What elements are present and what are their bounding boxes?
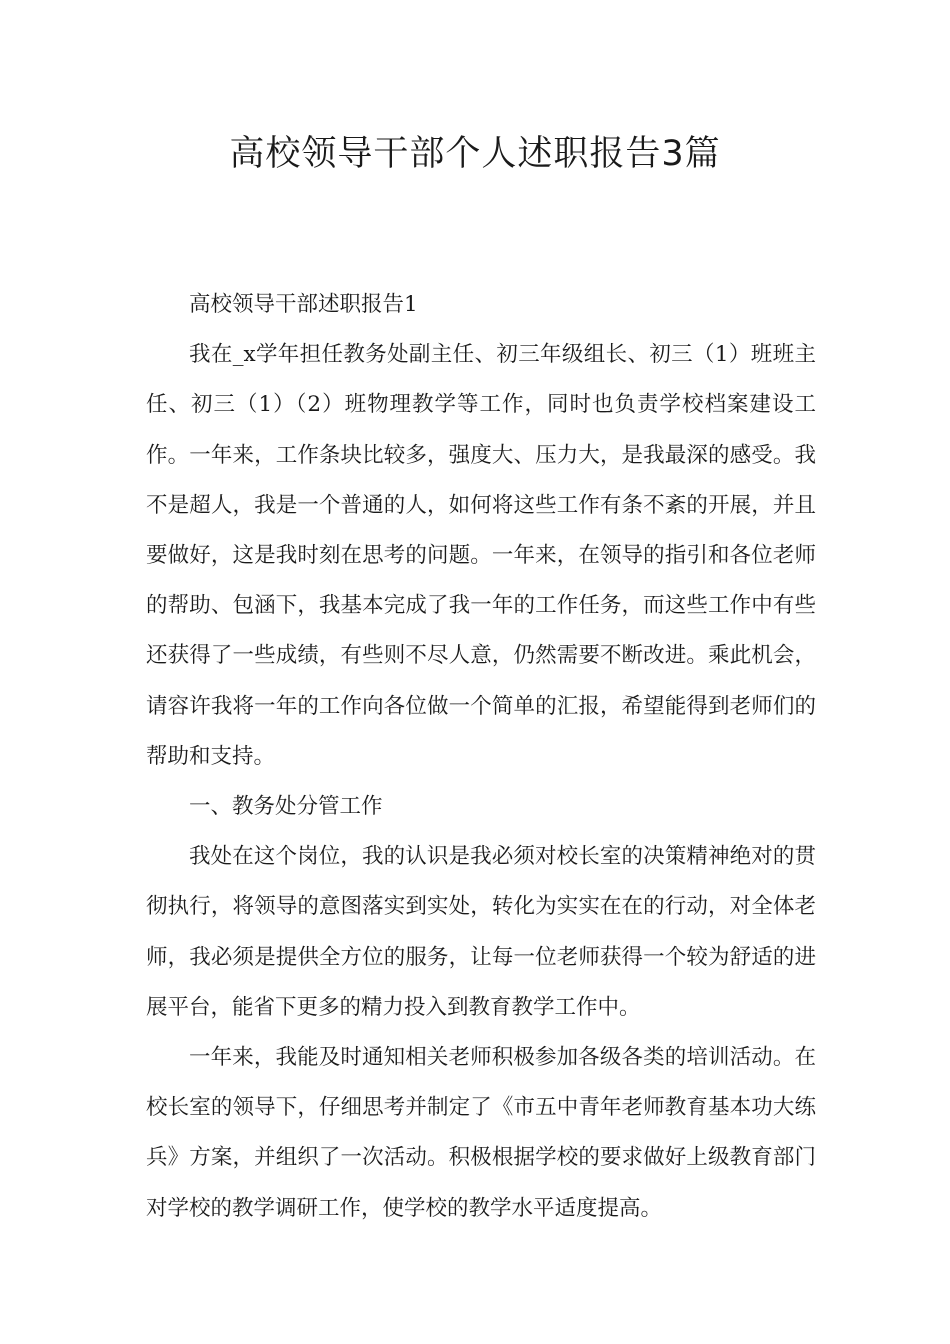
intro-paragraph: 我在_x学年担任教务处副主任、初三年级组长、初三（1）班班主任、初三（1）（2）班物理教学等工作，同时也负责学校档案建设工作。一年来，工作条块比较多，强度大、压力大，是我最深的感受。我不是超人，我是一个普通的人，如何将这些工作有条不紊的开展，并且要做好，这是我时刻在思考的问题。一年来，在领导的指引和各位老师的帮助、包涵下，我基本完成了我一年的工作任务，而这些工作中有些还获得了一些成绩，有些则不尽人意，仍然需要不断改进。乘此机会，请容许我将一年的工作向各位做一个简单的汇报，希望能得到老师们的帮助和支持。 xyxy=(146,342,816,769)
section-heading-academic-affairs: 一、教务处分管工作 xyxy=(189,794,383,820)
body-paragraph: 我处在这个岗位，我的认识是我必须对校长室的决策精神绝对的贯彻执行，将领导的意图落实到实处，转化为实实在在的行动，对全体老师，我必须是提供全方位的服务，让每一位老师获得一个较为舒适的进展平台，能省下更多的精力投入到教育教学工作中。 xyxy=(146,844,816,1020)
document-body xyxy=(146,280,816,1234)
document-title: 高校领导干部个人述职报告3篇 xyxy=(229,134,721,174)
section-heading-report-1: 高校领导干部述职报告1 xyxy=(189,292,418,317)
body-paragraph: 一年来，我能及时通知相关老师积极参加各级各类的培训活动。在校长室的领导下，仔细思考并制定了《市五中青年老师教育基本功大练兵》方案，并组织了一次活动。积极根据学校的要求做好上级教育部门对学校的教学调研工作，使学校的教学水平适度提高。 xyxy=(146,1045,816,1221)
